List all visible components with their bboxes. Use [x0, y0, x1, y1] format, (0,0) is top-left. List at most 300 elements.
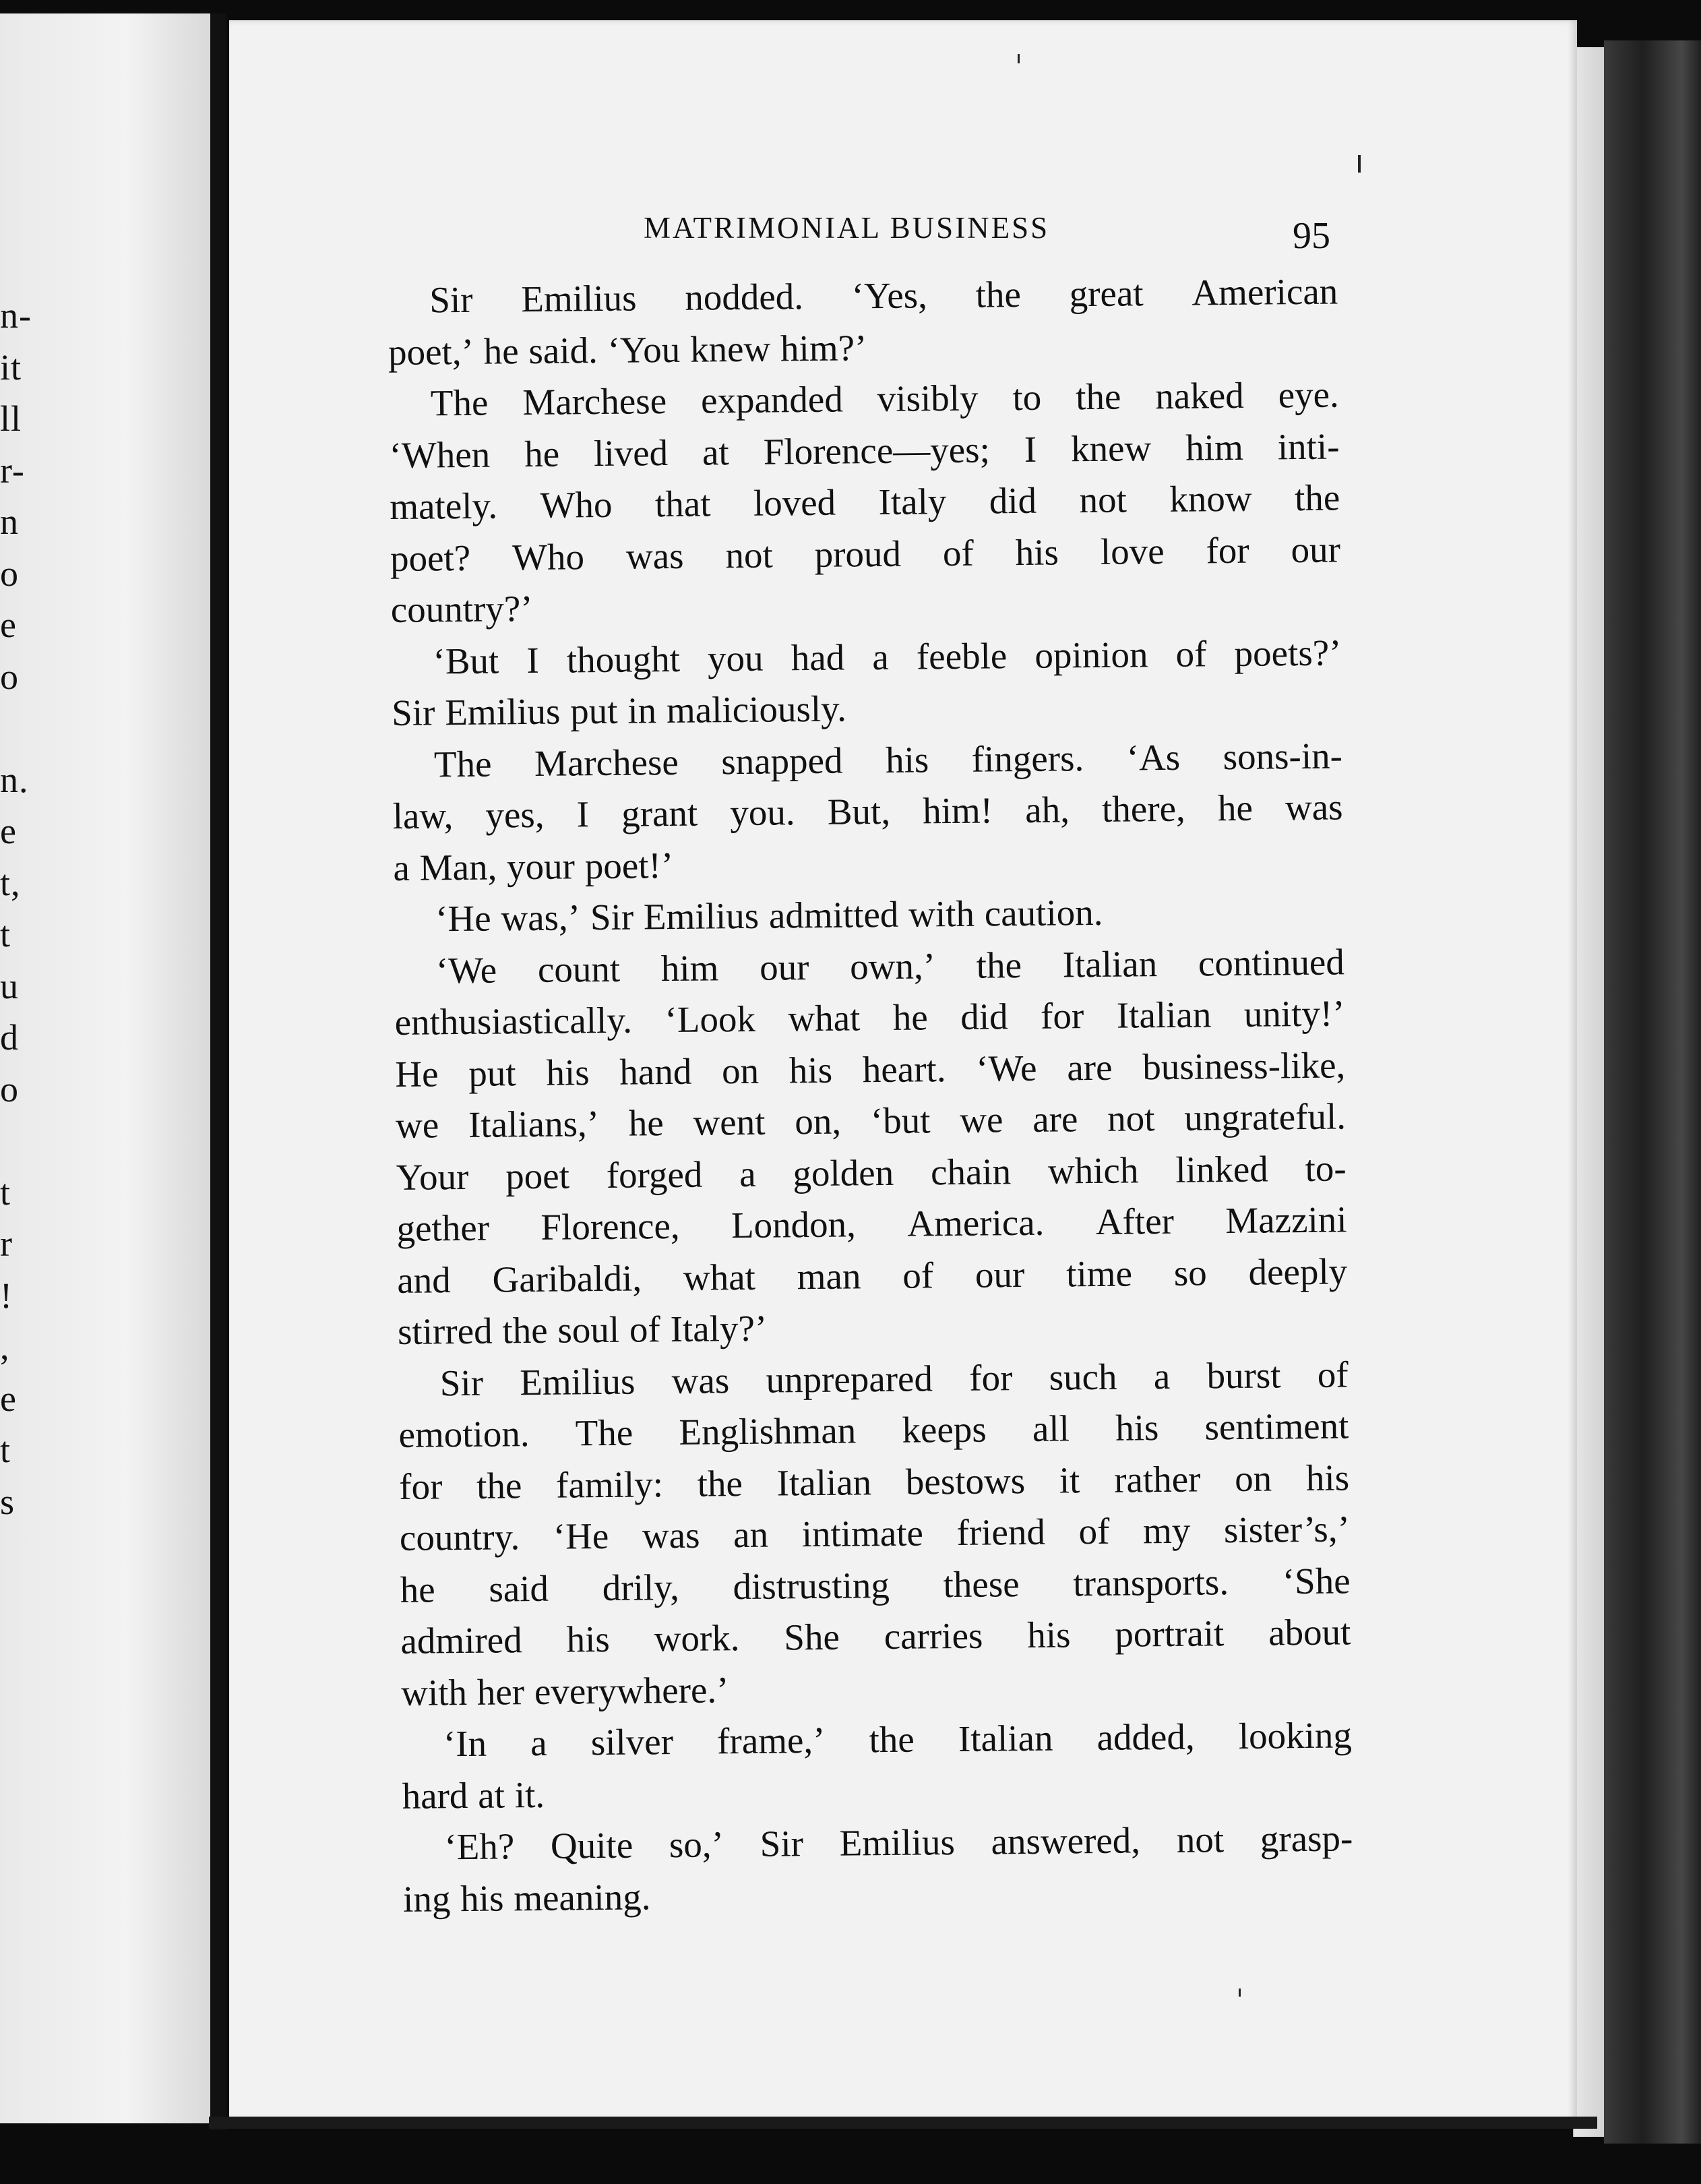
- text-line: [393, 833, 1344, 894]
- word: ungrateful.: [1183, 1095, 1347, 1139]
- word: Man,: [419, 845, 497, 888]
- word: golden: [793, 1151, 894, 1194]
- word: sons-in-: [1223, 734, 1343, 777]
- body-text: [388, 266, 1353, 1924]
- word: Italian: [958, 1717, 1053, 1759]
- word: ‘But: [433, 639, 499, 681]
- text-line: [398, 1400, 1349, 1461]
- word: for: [398, 1465, 443, 1507]
- word: his: [1115, 1407, 1159, 1449]
- word: naked: [1155, 374, 1244, 417]
- text-line: [390, 472, 1340, 533]
- left-fragment: [0, 1527, 40, 1579]
- word: country.: [399, 1516, 520, 1558]
- word: the: [976, 944, 1022, 986]
- word: these: [943, 1563, 1020, 1605]
- text-line: [398, 1349, 1349, 1409]
- left-page-text-fragments: [0, 290, 40, 1579]
- word: on,: [794, 1100, 842, 1143]
- word: everywhere.’: [534, 1668, 729, 1712]
- word: stirred: [397, 1310, 493, 1352]
- word: Italy?’: [670, 1307, 768, 1350]
- word: meaning.: [513, 1875, 651, 1918]
- text-line: [398, 1297, 1349, 1358]
- word: ‘Eh?: [444, 1825, 515, 1868]
- word: looking: [1238, 1714, 1353, 1757]
- word: had: [791, 636, 845, 678]
- word: Italian: [776, 1461, 872, 1504]
- word: caution.: [984, 891, 1103, 934]
- left-fragment: d: [0, 1017, 19, 1058]
- word: which: [1047, 1149, 1139, 1192]
- word: his: [546, 1051, 590, 1093]
- word: ‘He: [435, 897, 491, 940]
- word: ah,: [1024, 789, 1070, 830]
- word: sentiment: [1204, 1405, 1349, 1448]
- text-line: [392, 678, 1342, 739]
- word: he: [1217, 787, 1254, 829]
- word: Emilius: [521, 277, 637, 320]
- text-line: [389, 421, 1340, 481]
- word: he: [400, 1568, 435, 1610]
- left-fragment: it: [0, 346, 22, 388]
- word: his: [566, 1618, 611, 1660]
- word: know: [1169, 477, 1252, 520]
- word: ‘Look: [664, 998, 756, 1041]
- text-line: [392, 781, 1343, 842]
- word: America.: [907, 1201, 1045, 1244]
- word: was: [625, 535, 684, 577]
- word: He: [395, 1052, 439, 1095]
- word: him?’: [780, 326, 867, 369]
- word: not: [1107, 1097, 1155, 1139]
- word: fingers.: [971, 737, 1084, 780]
- word: bestows: [905, 1459, 1026, 1503]
- text-line: [396, 1143, 1347, 1203]
- word: After: [1095, 1200, 1175, 1242]
- word: what: [683, 1256, 756, 1298]
- word: emotion.: [398, 1413, 530, 1455]
- page-speck: [1239, 1989, 1241, 1997]
- word: went: [693, 1101, 766, 1143]
- word: gether: [396, 1207, 490, 1249]
- word: of: [1175, 632, 1207, 675]
- left-fragment: e: [0, 811, 17, 851]
- word: Emilius: [643, 894, 760, 938]
- word: all: [1032, 1407, 1070, 1449]
- left-fragment: t: [0, 914, 11, 954]
- text-line: [395, 1039, 1346, 1100]
- word: at: [477, 1773, 505, 1816]
- word: continued: [1198, 940, 1345, 983]
- word: ‘Yes,: [851, 274, 928, 317]
- word: poets?’: [1234, 631, 1342, 674]
- word: transports.: [1073, 1560, 1229, 1604]
- word: I: [576, 793, 590, 835]
- word: Emilius: [519, 1360, 636, 1403]
- word: a: [872, 636, 890, 677]
- word: grant: [621, 792, 698, 835]
- word: of: [1317, 1353, 1349, 1395]
- word: answered,: [991, 1819, 1141, 1862]
- word: Your: [396, 1155, 469, 1198]
- word: expanded: [700, 378, 844, 421]
- word: such: [1049, 1356, 1117, 1398]
- word: Italians,’: [468, 1103, 600, 1145]
- word: London,: [731, 1203, 857, 1246]
- text-line: [400, 1606, 1351, 1667]
- word: intimate: [801, 1512, 924, 1555]
- word: so: [1173, 1251, 1208, 1294]
- word: chain: [930, 1150, 1012, 1192]
- text-line: [402, 1709, 1353, 1770]
- left-fragment: t: [0, 1172, 11, 1213]
- word: with: [400, 1671, 468, 1713]
- word: his: [885, 738, 929, 781]
- word: Quite: [550, 1824, 633, 1867]
- word: our: [975, 1253, 1025, 1296]
- word: Sir: [391, 692, 435, 733]
- word: feeble: [916, 634, 1008, 677]
- word: ‘In: [443, 1722, 487, 1765]
- left-fragment: e: [0, 605, 17, 645]
- word: burst: [1206, 1354, 1281, 1396]
- word: frame,’: [716, 1719, 826, 1762]
- word: friend: [956, 1511, 1046, 1553]
- word: Sir: [760, 1823, 804, 1864]
- word: for: [1040, 995, 1084, 1037]
- page-speck: [1358, 155, 1361, 173]
- word: did: [960, 996, 1008, 1037]
- word: proud: [814, 533, 902, 575]
- left-fragment: n.: [0, 759, 29, 800]
- word: lived: [593, 431, 669, 474]
- word: poet?: [390, 537, 471, 579]
- left-fragment: n: [0, 502, 19, 542]
- text-line: [388, 317, 1339, 378]
- word: poet: [505, 1154, 570, 1196]
- word: a: [393, 847, 410, 888]
- word: the: [1294, 477, 1340, 519]
- word: for: [968, 1356, 1013, 1399]
- text-line: [401, 1658, 1352, 1719]
- text-line: [399, 1452, 1350, 1513]
- word: ‘but: [870, 1099, 931, 1142]
- word: the: [869, 1718, 915, 1761]
- word: the: [1075, 375, 1121, 418]
- word: soul: [557, 1308, 620, 1351]
- word: it.: [514, 1773, 545, 1815]
- word: distrusting: [733, 1564, 890, 1607]
- word: nodded.: [684, 276, 804, 318]
- word: sister’s,’: [1223, 1508, 1351, 1551]
- word: our: [759, 946, 809, 988]
- text-line: [396, 1091, 1347, 1151]
- word: to: [1012, 376, 1042, 419]
- word: he: [524, 433, 560, 475]
- word: poet,’: [388, 330, 474, 373]
- word: count: [537, 948, 621, 990]
- word: his: [1015, 530, 1059, 573]
- word: a: [739, 1153, 756, 1194]
- left-fragment: r-: [0, 450, 25, 491]
- word: keeps: [902, 1408, 987, 1451]
- word: I: [1024, 428, 1037, 470]
- left-fragment: [0, 702, 40, 754]
- text-line: [394, 988, 1345, 1048]
- word: the: [476, 1464, 522, 1507]
- word: country?’: [390, 587, 533, 630]
- word: knew: [1070, 427, 1152, 469]
- word: his: [1305, 1456, 1350, 1498]
- word: family:: [555, 1463, 664, 1506]
- text-line: [388, 266, 1338, 326]
- word: linked: [1175, 1148, 1269, 1190]
- word: She: [784, 1616, 840, 1658]
- word: was: [671, 1359, 730, 1401]
- word: he: [483, 330, 519, 372]
- page-speck: [1018, 54, 1020, 63]
- word: what: [788, 997, 861, 1039]
- word: ‘As: [1126, 736, 1181, 779]
- word: Italy: [878, 481, 947, 523]
- word: her: [476, 1670, 525, 1713]
- word: enthusiastically.: [394, 999, 633, 1043]
- left-fragment: ,: [0, 1327, 10, 1367]
- word: heart.: [862, 1048, 946, 1090]
- text-line: [391, 627, 1342, 688]
- word: carries: [884, 1614, 983, 1658]
- word: snapped: [720, 739, 843, 782]
- left-fragment: o: [0, 553, 19, 594]
- word: knew: [689, 328, 771, 370]
- word: deeply: [1248, 1250, 1348, 1293]
- word: time: [1065, 1252, 1133, 1294]
- word: Marchese: [522, 380, 667, 423]
- word: there,: [1101, 787, 1186, 830]
- word: Englishman: [679, 1409, 857, 1453]
- word: of: [1078, 1510, 1110, 1552]
- word: great: [1069, 272, 1144, 315]
- word: the: [697, 1462, 743, 1505]
- word: of: [942, 532, 975, 574]
- word: for: [1206, 529, 1249, 571]
- word: forged: [606, 1153, 703, 1196]
- word: Sir: [439, 1362, 484, 1403]
- word: him: [660, 946, 719, 989]
- text-line: [394, 936, 1345, 997]
- word: on: [1234, 1457, 1272, 1499]
- word: was,’: [501, 897, 581, 939]
- word: did: [989, 479, 1037, 522]
- word: are: [1067, 1046, 1113, 1088]
- word: was: [1285, 786, 1343, 828]
- word: your: [506, 845, 576, 887]
- word: poet!’: [584, 844, 674, 886]
- word: Who: [512, 535, 585, 578]
- word: hand: [619, 1050, 692, 1093]
- left-fragment: [0, 1115, 40, 1167]
- word: Mazzini: [1225, 1199, 1347, 1242]
- word: work.: [654, 1617, 740, 1660]
- word: put: [569, 690, 618, 732]
- word: him!: [922, 789, 993, 832]
- left-fragment: r: [0, 1223, 13, 1264]
- text-line: [390, 524, 1341, 584]
- word: ‘We: [435, 948, 497, 991]
- left-fragment: s: [0, 1481, 16, 1522]
- word: ‘We: [976, 1047, 1037, 1089]
- word: said.: [528, 329, 598, 371]
- word: ‘He: [553, 1515, 609, 1557]
- word: The: [433, 743, 492, 785]
- word: the: [502, 1309, 548, 1352]
- word: not: [1079, 479, 1127, 521]
- left-fragment: ll: [0, 398, 22, 439]
- word: opinion: [1034, 633, 1148, 676]
- word: you: [707, 637, 764, 679]
- page-bottom-edge: [209, 2117, 1597, 2129]
- word: The: [430, 382, 489, 424]
- word: silver: [590, 1721, 674, 1763]
- text-line: [390, 575, 1341, 636]
- word: said: [489, 1567, 549, 1610]
- word: of: [902, 1254, 934, 1296]
- word: about: [1268, 1611, 1351, 1654]
- word: are: [1032, 1098, 1078, 1140]
- word: to-: [1305, 1147, 1347, 1189]
- running-header: MATRIMONIAL BUSINESS: [644, 211, 1050, 245]
- word: Florence,: [540, 1205, 680, 1248]
- text-line: [400, 1503, 1351, 1564]
- word: man: [797, 1254, 861, 1297]
- word: on: [721, 1050, 760, 1091]
- word: Sir: [429, 278, 473, 321]
- word: him: [1185, 426, 1244, 468]
- word: Sir: [590, 896, 634, 938]
- word: I: [526, 639, 540, 681]
- word: added,: [1096, 1716, 1195, 1758]
- word: Emilius: [444, 690, 561, 733]
- left-fragment: t: [0, 1430, 11, 1470]
- word: it: [1059, 1459, 1080, 1501]
- word: ‘You: [607, 328, 681, 371]
- word: yes,: [485, 793, 545, 836]
- word: rather: [1113, 1458, 1201, 1500]
- word: we: [959, 1099, 1003, 1141]
- word: a: [1153, 1355, 1171, 1397]
- word: ‘When: [389, 433, 491, 476]
- text-line: [400, 1555, 1351, 1616]
- text-line: [396, 1194, 1347, 1254]
- word: with: [908, 892, 975, 935]
- word: Marchese: [534, 741, 679, 784]
- word: he: [892, 996, 929, 1038]
- word: my: [1142, 1509, 1191, 1552]
- word: a: [530, 1722, 547, 1764]
- word: Emilius: [839, 1821, 956, 1864]
- word: at: [702, 431, 730, 473]
- left-fragment: o: [0, 1068, 19, 1110]
- word: inti-: [1277, 425, 1340, 467]
- word: of: [629, 1308, 661, 1350]
- word: that: [654, 483, 711, 525]
- book-cover-edge: [1604, 40, 1701, 2144]
- word: our: [1291, 528, 1341, 570]
- word: unprepared: [766, 1357, 933, 1401]
- word: Florence—yes;: [763, 428, 991, 473]
- word: loved: [753, 481, 836, 524]
- word: you.: [730, 791, 795, 834]
- left-fragment: e: [0, 1378, 17, 1419]
- word: his: [460, 1877, 504, 1919]
- word: Italian: [1062, 942, 1158, 985]
- left-fragment: o: [0, 656, 19, 697]
- word: not: [1176, 1819, 1225, 1860]
- word: law,: [392, 795, 454, 837]
- left-fragment: !: [0, 1275, 13, 1316]
- left-fragment: u: [0, 965, 19, 1006]
- word: ‘She: [1282, 1559, 1351, 1602]
- word: admitted: [768, 893, 899, 936]
- word: the: [975, 273, 1022, 315]
- text-line: [392, 730, 1343, 791]
- word: love: [1100, 530, 1165, 572]
- word: Garibaldi,: [492, 1256, 642, 1300]
- word: But,: [827, 790, 891, 832]
- word: eye.: [1278, 373, 1340, 416]
- word: Who: [540, 483, 613, 526]
- text-line: [402, 1813, 1353, 1873]
- word: put: [468, 1052, 516, 1094]
- word: admired: [400, 1619, 522, 1662]
- word: and: [397, 1258, 452, 1301]
- word: maliciously.: [666, 688, 847, 731]
- left-fragment: t,: [0, 862, 21, 903]
- word: thought: [566, 638, 681, 680]
- word: he: [628, 1102, 664, 1144]
- text-line: [403, 1864, 1354, 1925]
- word: we: [395, 1104, 439, 1146]
- word: portrait: [1115, 1612, 1225, 1655]
- word: The: [575, 1412, 633, 1454]
- word: in: [627, 690, 657, 731]
- word: his: [788, 1049, 833, 1091]
- word: business-like,: [1142, 1043, 1346, 1087]
- text-line: [394, 884, 1344, 945]
- word: so,’: [669, 1823, 724, 1866]
- word: visibly: [877, 377, 979, 420]
- word: an: [733, 1513, 769, 1556]
- word: drily,: [602, 1566, 680, 1608]
- left-fragment: n-: [0, 295, 32, 336]
- text-line: [402, 1761, 1353, 1822]
- word: his: [1026, 1614, 1071, 1656]
- word: American: [1192, 270, 1338, 313]
- word: unity!’: [1243, 992, 1345, 1035]
- page-number: 95: [1293, 215, 1330, 257]
- word: own,’: [849, 944, 936, 987]
- word: grasp-: [1260, 1817, 1353, 1860]
- left-facing-page: [0, 13, 210, 2123]
- word: mately.: [390, 485, 498, 527]
- word: hard: [402, 1774, 468, 1817]
- word: ing: [402, 1877, 451, 1920]
- word: not: [725, 534, 774, 576]
- word: Italian: [1116, 994, 1212, 1036]
- text-line: [388, 369, 1339, 429]
- text-line: [397, 1246, 1348, 1306]
